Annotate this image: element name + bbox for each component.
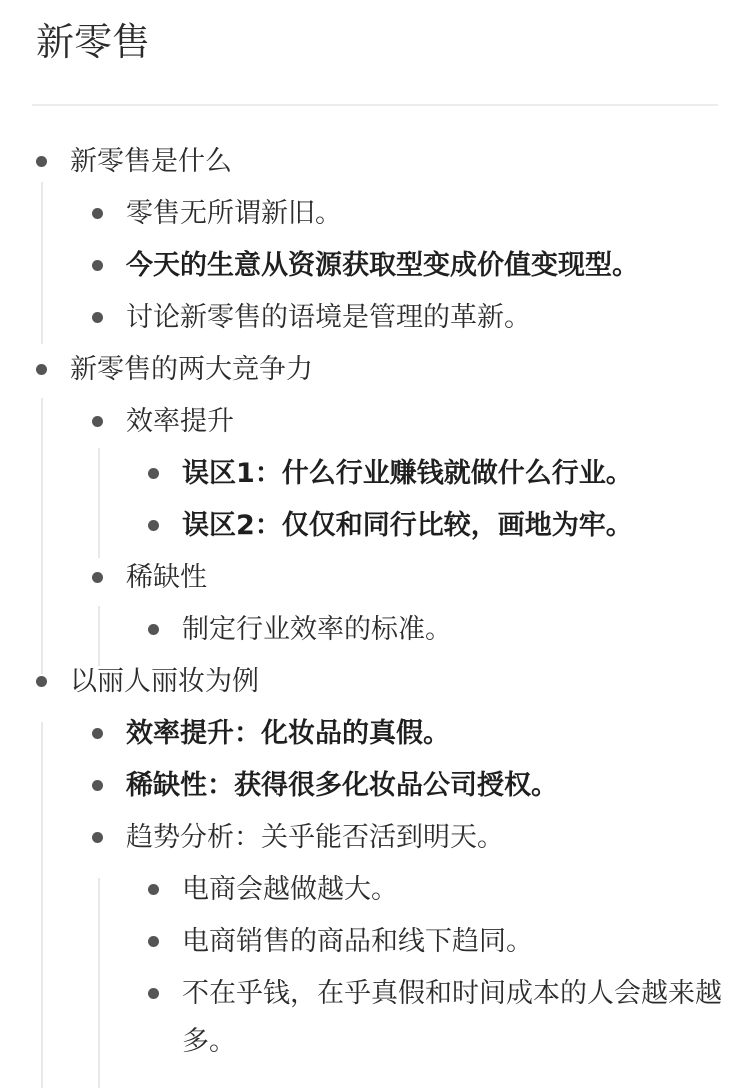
bullet-icon[interactable]	[92, 780, 103, 791]
bullet-icon[interactable]	[148, 624, 159, 635]
outline-item[interactable]	[56, 760, 750, 812]
bullet-icon[interactable]	[36, 156, 47, 167]
outline-item[interactable]	[56, 552, 750, 656]
bullet-icon[interactable]	[148, 468, 159, 479]
outline-tree	[0, 136, 750, 1066]
outline-item-label: 趋势分析：关乎能否活到明天。	[126, 822, 504, 853]
outline-item-label: 电商销售的商品和线下趋同。	[182, 926, 533, 957]
bullet-icon[interactable]	[92, 208, 103, 219]
title-divider	[32, 104, 718, 106]
outline-item-label: 零售无所谓新旧。	[126, 198, 342, 229]
outline-children	[112, 448, 750, 552]
bullet-icon[interactable]	[148, 520, 159, 531]
bullet-icon[interactable]	[92, 572, 103, 583]
outline-item-label: 不在乎钱，在乎真假和时间成本的人会越来越多。	[182, 978, 722, 1057]
outline-item[interactable]	[112, 968, 750, 1066]
outline-item-label: 效率提升：化妆品的真假。	[126, 718, 450, 749]
outline-children	[112, 864, 750, 1066]
outline-item-label: 电商会越做越大。	[182, 874, 398, 905]
outline-item-label: 误区2：仅仅和同行比较，画地为牢。	[182, 510, 633, 541]
outline-item[interactable]	[112, 500, 750, 552]
outline-item-label: 讨论新零售的语境是管理的革新。	[126, 302, 531, 333]
outline-item[interactable]	[56, 812, 750, 1066]
bullet-icon[interactable]	[148, 936, 159, 947]
bullet-icon[interactable]	[36, 676, 47, 687]
bullet-icon[interactable]	[92, 832, 103, 843]
outline-item-label: 稀缺性：获得很多化妆品公司授权。	[126, 770, 558, 801]
outline-children	[56, 188, 750, 344]
outline-item[interactable]	[56, 708, 750, 760]
outline-item[interactable]	[56, 188, 750, 240]
outline-children	[56, 708, 750, 1066]
outline-children	[112, 604, 750, 656]
outline-item-label: 效率提升	[126, 406, 234, 437]
bullet-icon[interactable]	[36, 364, 47, 375]
outline-item-label: 以丽人丽妆为例	[70, 666, 259, 697]
outline-item[interactable]	[0, 656, 750, 1066]
page-title: 新零售	[36, 20, 151, 64]
outline-item[interactable]	[56, 396, 750, 552]
outline-item-label: 新零售的两大竞争力	[70, 354, 313, 385]
bullet-icon[interactable]	[148, 988, 159, 999]
outline-item[interactable]	[56, 240, 750, 292]
outline-item-label: 今天的生意从资源获取型变成价值变现型。	[126, 250, 639, 281]
outline-item-label: 稀缺性	[126, 562, 207, 593]
outline-item[interactable]	[112, 864, 750, 916]
outline-item[interactable]	[112, 916, 750, 968]
bullet-icon[interactable]	[92, 260, 103, 271]
outline-item[interactable]	[56, 292, 750, 344]
outline-item[interactable]	[112, 448, 750, 500]
bullet-icon[interactable]	[92, 728, 103, 739]
outline-item-label: 误区1：什么行业赚钱就做什么行业。	[182, 458, 633, 489]
outline-item[interactable]	[112, 604, 750, 656]
outline-item[interactable]	[0, 136, 750, 344]
bullet-icon[interactable]	[148, 884, 159, 895]
outline-item-label: 新零售是什么	[70, 146, 232, 177]
bullet-icon[interactable]	[92, 312, 103, 323]
outline-item[interactable]	[0, 344, 750, 656]
outline-children	[56, 396, 750, 656]
outline-item-label: 制定行业效率的标准。	[182, 614, 452, 645]
bullet-icon[interactable]	[92, 416, 103, 427]
